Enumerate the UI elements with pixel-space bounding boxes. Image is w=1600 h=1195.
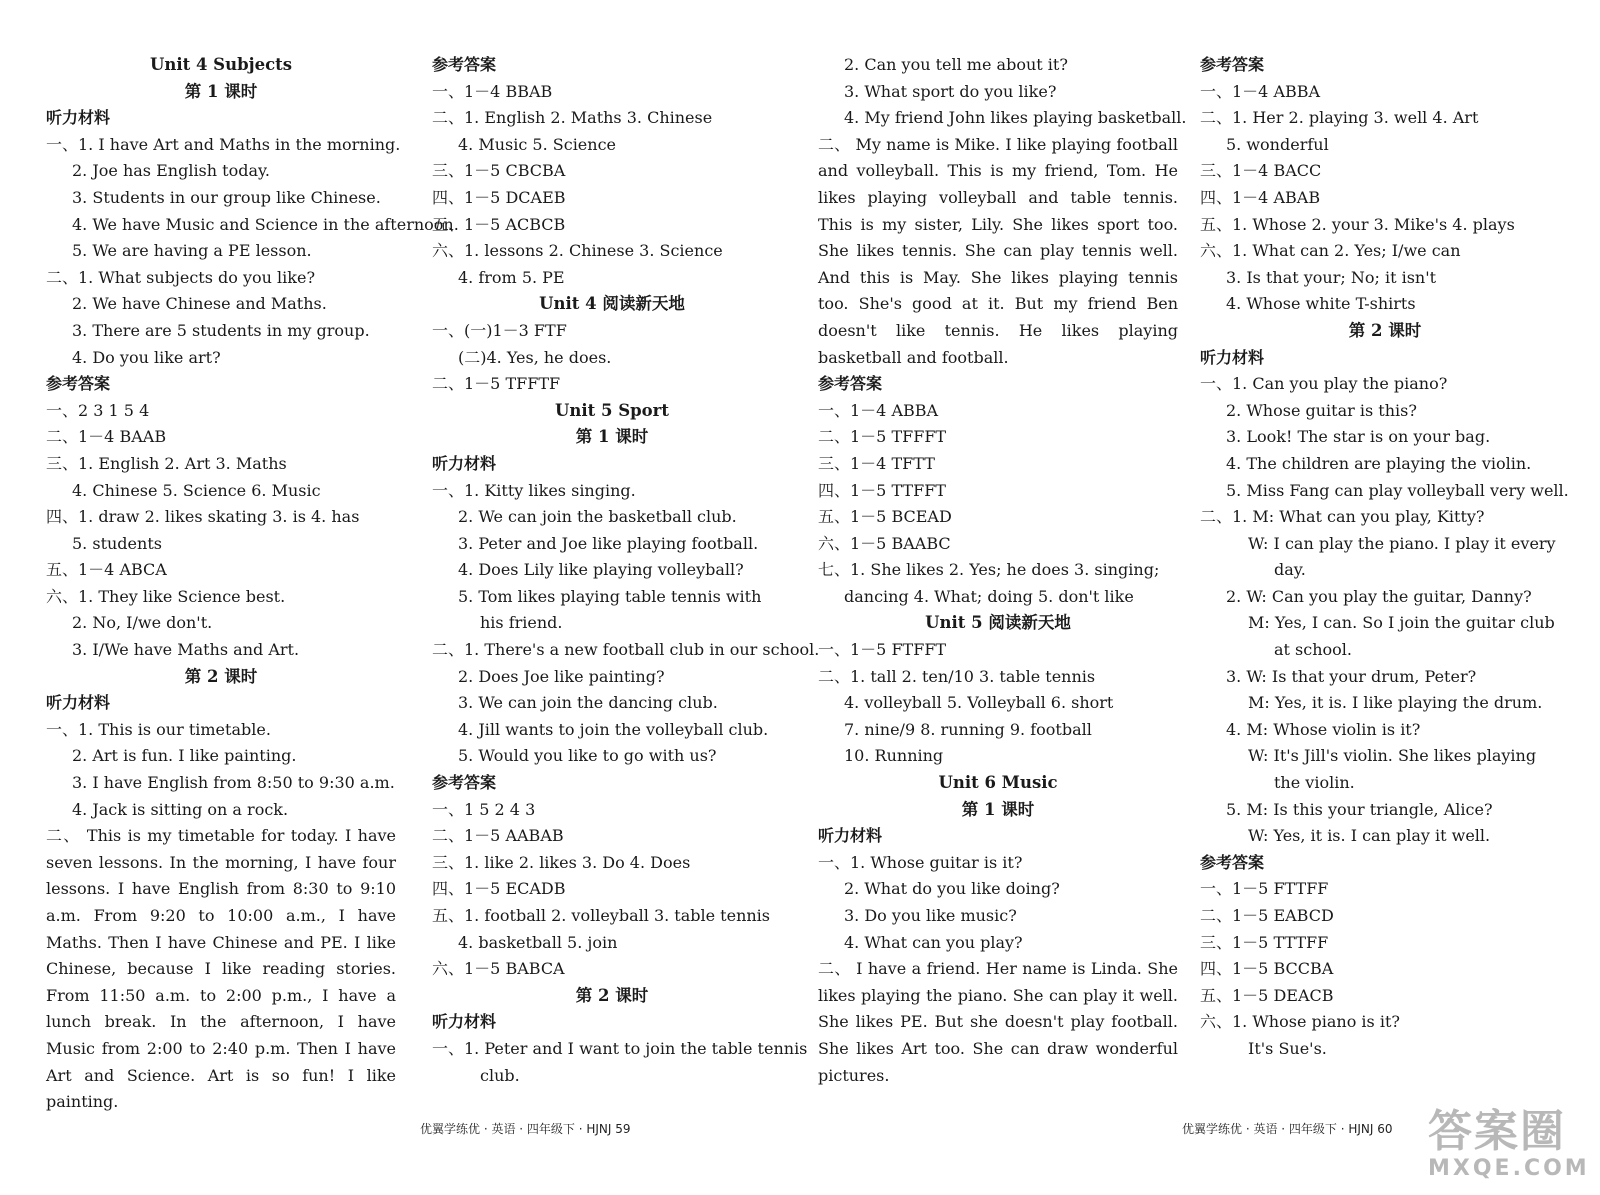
text-line: 一、1. Peter and I want to join the table tennis bbox=[432, 1038, 808, 1058]
text-line: 2. Can you tell me about it? bbox=[844, 55, 1068, 74]
text-line: 一、1. Whose guitar is it? bbox=[818, 852, 1023, 872]
text-line: 5. Would you like to go with us? bbox=[458, 746, 717, 766]
paragraph: 二、 This is my timetable for today. I have seven lessons. In the morning, I have four lessons. I have English from 8:30 to 9:10 a.m. From 9:20 to 10:00 a.m., I have Maths. Then I have Chinese and PE. I like Chinese, because I like reading stories. From 11:50 a.m. to 2:00 p.m., I have a lunch break. In the afternoon, I have Music from 2:00 to 2:40 p.m. Then I have Art and Science. Art is so fun! I like painting. bbox=[46, 826, 396, 1112]
text-line: 10. Running bbox=[844, 746, 944, 766]
text-line: 六、1. Whose piano is it? bbox=[1200, 1012, 1400, 1032]
text-line: 4. Do you like art? bbox=[72, 347, 221, 367]
text-line: 二、1－5 TFFTF bbox=[432, 374, 561, 394]
text-line: 二、1. tall 2. ten/10 3. table tennis bbox=[818, 666, 1096, 686]
text-line: 4. My friend John likes playing basketball. bbox=[844, 108, 1187, 128]
column-4 bbox=[1200, 52, 1570, 1063]
text-line: 4. Jill wants to join the volleyball club. bbox=[458, 719, 769, 739]
subsection-label: 参考答案 bbox=[1200, 55, 1265, 74]
subsection-label: 参考答案 bbox=[46, 374, 111, 394]
text-line: 3. Peter and Joe like playing football. bbox=[458, 533, 759, 553]
subsection-label: 听力材料 bbox=[432, 1012, 497, 1032]
text-line: 3. What sport do you like? bbox=[844, 81, 1057, 101]
text-line: 3. Look! The star is on your bag. bbox=[1226, 427, 1491, 447]
text-line: 二、1. Her 2. playing 3. well 4. Art bbox=[1200, 108, 1479, 128]
text-line: 2. Art is fun. I like painting. bbox=[72, 746, 297, 766]
subsection-label: 参考答案 bbox=[818, 374, 883, 394]
text-line: 2. Whose guitar is this? bbox=[1226, 400, 1417, 420]
section-heading: 第 1 课时 bbox=[575, 427, 649, 447]
subsection-label: 参考答案 bbox=[1200, 852, 1265, 872]
text-line: 六、1－5 BABCA bbox=[432, 959, 565, 979]
subsection-label: 听力材料 bbox=[1200, 347, 1265, 367]
section-heading: Unit 4 Subjects bbox=[149, 55, 293, 74]
section-heading: Unit 6 Music bbox=[938, 773, 1058, 793]
text-line: 一、1. This is our timetable. bbox=[46, 719, 271, 739]
text-line: 五、1－4 ABCA bbox=[46, 560, 167, 580]
text-line: 四、1－5 DCAEB bbox=[432, 187, 566, 207]
text-line: 一、1. I have Art and Maths in the morning. bbox=[46, 134, 401, 154]
text-line: 4. basketball 5. join bbox=[458, 932, 618, 952]
text-line: 一、(一)1－3 FTF bbox=[432, 320, 567, 340]
text-line: 3. I/We have Maths and Art. bbox=[72, 640, 300, 660]
text-line: 4. What can you play? bbox=[844, 932, 1023, 952]
text-line: 4. Chinese 5. Science 6. Music bbox=[72, 480, 321, 500]
text-line: 六、1. What can 2. Yes; I/we can bbox=[1200, 241, 1461, 261]
text-line: club. bbox=[480, 1065, 520, 1085]
text-line: 5. Tom likes playing table tennis with bbox=[458, 586, 762, 606]
text-line: 5. Miss Fang can play volleyball very well. bbox=[1226, 480, 1569, 500]
text-line: 三、1－4 BACC bbox=[1200, 161, 1322, 181]
text-line: 五、1－5 BCEAD bbox=[818, 507, 952, 527]
text-line: dancing 4. What; doing 5. don't like bbox=[844, 586, 1134, 606]
text-line: 3. I have English from 8:50 to 9:30 a.m. bbox=[72, 773, 395, 793]
text-line: 一、1. Can you play the piano? bbox=[1200, 374, 1448, 394]
watermark-logo bbox=[1428, 1108, 1596, 1192]
text-line: 5. M: Is this your triangle, Alice? bbox=[1226, 799, 1493, 819]
text-line: 一、1－5 FTTFF bbox=[1200, 879, 1329, 899]
text-line: 3. W: Is that your drum, Peter? bbox=[1226, 666, 1477, 686]
text-line: It's Sue's. bbox=[1248, 1038, 1327, 1058]
footer-right: 优翼学练优 · 英语 · 四年级下 · HJNJ 60 bbox=[1182, 1122, 1393, 1136]
text-line: 5. We are having a PE lesson. bbox=[72, 241, 312, 261]
text-line: 4. volleyball 5. Volleyball 6. short bbox=[844, 693, 1114, 713]
text-line: 5. wonderful bbox=[1226, 134, 1329, 154]
text-line: day. bbox=[1274, 560, 1306, 580]
text-line: 四、1. draw 2. likes skating 3. is 4. has bbox=[46, 507, 360, 527]
subsection-label: 参考答案 bbox=[432, 55, 497, 74]
text-line: 二、1. What subjects do you like? bbox=[46, 267, 316, 287]
text-line: 五、1－5 ACBCB bbox=[432, 214, 566, 234]
text-line: (二)4. Yes, he does. bbox=[458, 347, 612, 367]
text-line: 3. Is that your; No; it isn't bbox=[1226, 267, 1437, 287]
text-line: M: Yes, it is. I like playing the drum. bbox=[1248, 693, 1543, 713]
text-line: 4. Whose white T-shirts bbox=[1226, 294, 1416, 314]
text-line: 三、1－5 TTTFF bbox=[1200, 932, 1329, 952]
text-line: 二、1－5 TFFFT bbox=[818, 427, 947, 447]
text-line: 4. Does Lily like playing volleyball? bbox=[458, 560, 744, 580]
text-line: 2. No, I/we don't. bbox=[72, 613, 213, 633]
text-line: 2. What do you like doing? bbox=[844, 879, 1060, 899]
text-line: 4. Music 5. Science bbox=[458, 134, 617, 154]
text-line: 4. from 5. PE bbox=[458, 267, 565, 287]
section-heading: 第 1 课时 bbox=[961, 799, 1035, 819]
paragraph: 二、 My name is Mike. I like playing football and volleyball. This is my friend, Tom. He likes playing volleyball and table tennis. This is my sister, Lily. She likes sport too. She likes tennis. She can play tennis well. And this is May. She likes playing tennis too. She's good at it. But my friend Ben doesn't like tennis. He likes playing basketball and football. bbox=[818, 134, 1178, 367]
text-line: 二、1－4 BAAB bbox=[46, 427, 167, 447]
text-line: 3. Students in our group like Chinese. bbox=[72, 187, 381, 207]
section-heading: 第 1 课时 bbox=[184, 81, 258, 101]
text-line: 一、1－4 BBAB bbox=[432, 81, 553, 101]
column-2 bbox=[432, 52, 820, 1089]
text-line: 三、1－5 CBCBA bbox=[432, 161, 566, 181]
subsection-label: 参考答案 bbox=[432, 773, 497, 793]
text-line: 4. Jack is sitting on a rock. bbox=[72, 799, 289, 819]
text-line: 4. M: Whose violin is it? bbox=[1226, 719, 1421, 739]
text-line: the violin. bbox=[1274, 773, 1355, 793]
subsection-label: 听力材料 bbox=[432, 453, 497, 473]
text-line: 四、1－4 ABAB bbox=[1200, 187, 1321, 207]
text-line: 2. Does Joe like painting? bbox=[458, 666, 665, 686]
text-line: 六、1－5 BAABC bbox=[818, 533, 951, 553]
column-1 bbox=[46, 52, 459, 1116]
section-heading: Unit 4 阅读新天地 bbox=[539, 294, 685, 314]
text-line: 2. We can join the basketball club. bbox=[458, 507, 737, 527]
subsection-label: 听力材料 bbox=[46, 108, 111, 128]
text-line: W: I can play the piano. I play it every bbox=[1248, 533, 1556, 553]
text-line: 一、1－4 ABBA bbox=[818, 400, 939, 420]
text-line: 5. students bbox=[72, 533, 162, 553]
section-heading: Unit 5 Sport bbox=[554, 400, 670, 420]
text-line: 三、1－4 TFTT bbox=[818, 453, 935, 473]
text-line: 二、1. M: What can you play, Kitty? bbox=[1200, 507, 1485, 527]
text-line: 一、1 5 2 4 3 bbox=[432, 799, 536, 819]
watermark-big: 答案圈 bbox=[1428, 1106, 1566, 1157]
text-line: 五、1. football 2. volleyball 3. table tennis bbox=[432, 906, 771, 925]
section-heading: 第 2 课时 bbox=[575, 985, 649, 1005]
text-line: 3. We can join the dancing club. bbox=[458, 693, 718, 713]
text-line: 四、1－5 TTFFT bbox=[818, 480, 946, 500]
text-line: 2. We have Chinese and Maths. bbox=[72, 294, 327, 314]
text-line: 五、1－5 DEACB bbox=[1200, 985, 1334, 1005]
text-line: 七、1. She likes 2. Yes; he does 3. singing; bbox=[818, 560, 1160, 580]
footer-left: 优翼学练优 · 英语 · 四年级下 · HJNJ 59 bbox=[420, 1122, 631, 1136]
text-line: 一、1－5 FTFFT bbox=[818, 640, 947, 660]
text-line: 一、2 3 1 5 4 bbox=[46, 400, 150, 420]
text-line: 3. Do you like music? bbox=[844, 906, 1017, 925]
text-line: 六、1. lessons 2. Chinese 3. Science bbox=[432, 241, 723, 261]
text-line: 二、1. There's a new football club in our school. bbox=[432, 640, 820, 660]
column-3 bbox=[818, 52, 1187, 1089]
text-line: 五、1. Whose 2. your 3. Mike's 4. plays bbox=[1200, 214, 1515, 234]
text-line: 二、1－5 AABAB bbox=[432, 826, 564, 846]
text-line: 7. nine/9 8. running 9. football bbox=[844, 719, 1092, 739]
text-line: at school. bbox=[1274, 640, 1352, 660]
subsection-label: 听力材料 bbox=[818, 826, 883, 846]
text-line: 一、1－4 ABBA bbox=[1200, 81, 1321, 101]
text-line: 2. Joe has English today. bbox=[72, 161, 270, 181]
text-line: 六、1. They like Science best. bbox=[46, 586, 286, 606]
text-line: 四、1－5 ECADB bbox=[432, 879, 566, 899]
text-line: 4. The children are playing the violin. bbox=[1226, 453, 1532, 473]
section-heading: 第 2 课时 bbox=[184, 666, 258, 686]
subsection-label: 听力材料 bbox=[46, 693, 111, 713]
text-line: 三、1. English 2. Art 3. Maths bbox=[46, 453, 287, 473]
section-heading: Unit 5 阅读新天地 bbox=[925, 613, 1071, 633]
text-line: 一、1. Kitty likes singing. bbox=[432, 480, 636, 500]
text-line: M: Yes, I can. So I join the guitar club bbox=[1248, 613, 1555, 633]
text-line: 4. We have Music and Science in the afternoon. bbox=[72, 214, 459, 234]
text-line: 二、1. English 2. Maths 3. Chinese bbox=[432, 108, 713, 128]
text-line: his friend. bbox=[480, 613, 563, 633]
text-line: 2. W: Can you play the guitar, Danny? bbox=[1226, 586, 1532, 606]
text-line: W: Yes, it is. I can play it well. bbox=[1248, 826, 1491, 846]
text-line: 三、1. like 2. likes 3. Do 4. Does bbox=[432, 852, 691, 872]
text-line: 四、1－5 BCCBA bbox=[1200, 959, 1334, 979]
text-line: W: It's Jill's violin. She likes playing bbox=[1248, 746, 1537, 766]
watermark-small: MXQE.COM bbox=[1428, 1156, 1590, 1181]
section-heading: 第 2 课时 bbox=[1348, 320, 1422, 340]
text-line: 3. There are 5 students in my group. bbox=[72, 320, 370, 340]
text-line: 二、1－5 EABCD bbox=[1200, 906, 1334, 925]
paragraph: 二、 I have a friend. Her name is Linda. She likes playing the piano. She can play it well. She likes PE. But she doesn't play football. She likes Art too. She can draw wonderful pictures. bbox=[818, 959, 1178, 1085]
